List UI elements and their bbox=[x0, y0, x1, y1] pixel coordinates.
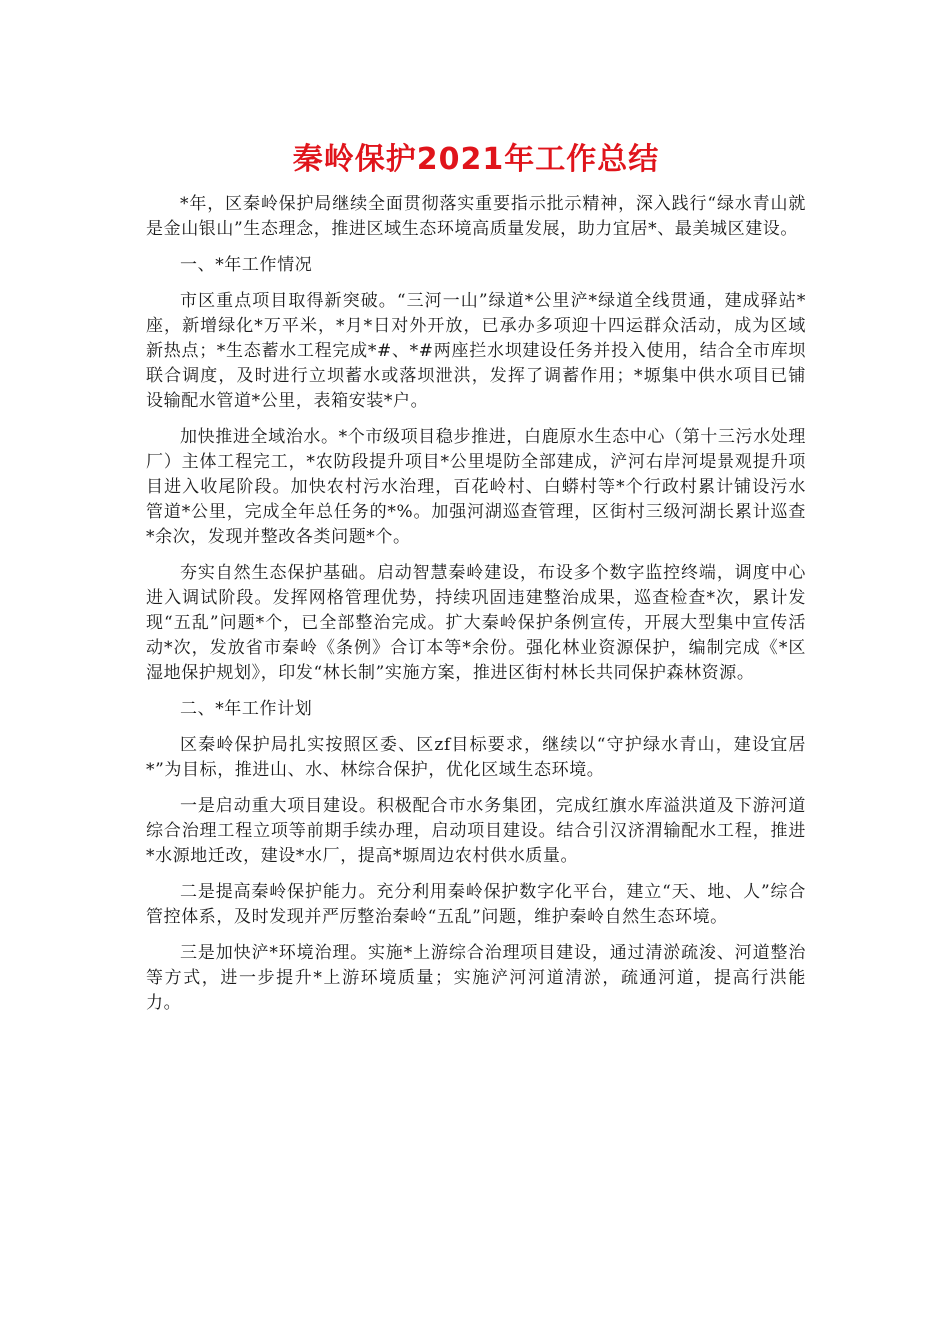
section-heading-work-plan: 二、*年工作计划 bbox=[180, 699, 313, 719]
document-title: 秦岭保护2021年工作总结 bbox=[292, 142, 660, 177]
paragraph-ecological-protection: 夯实自然生态保护基础。启动智慧秦岭建设，布设多个数字监控终端，调度中心进入调试阶段。发挥网格管理优势，持续巩固违建整治成果，巡查检查*次，累计发现“五乱”问题*个，已全部整治完成。扩大秦岭保护条例宣传，开展大型集中宣传活动*次，发放省市秦岭《条例》合订本等*余份。强化林业资源保护，编制完成《*区湿地保护规划》，印发“林长制”实施方案，推进区街村林长共同保护森林资源。 bbox=[146, 563, 806, 683]
document-page bbox=[146, 138, 806, 1027]
paragraph-key-projects: 市区重点项目取得新突破。“三河一山”绿道*公里浐*绿道全线贯通，建成驿站*座，新增绿化*万平米，*月*日对外开放，已承办多项迎十四运群众活动，成为区域新热点；*生态蓄水工程完成*#、*#两座拦水坝建设任务并投入使用，结合全市库坝联合调度，及时进行立坝蓄水或落坝泄洪，发挥了调蓄作用；*塬集中供水项目已铺设输配水管道*公里，表箱安装*户。 bbox=[146, 291, 806, 411]
paragraph-plan-major-projects: 一是启动重大项目建设。积极配合市水务集团，完成红旗水库溢洪道及下游河道综合治理工程立项等前期手续办理，启动项目建设。结合引汉济渭输配水工程，推进*水源地迁改，建设*水厂，提高*塬周边农村供水质量。 bbox=[146, 796, 806, 866]
paragraph-water-governance: 加快推进全域治水。*个市级项目稳步推进，白鹿原水生态中心（第十三污水处理厂）主体工程完工，*农防段提升项目*公里堤防全部建成，浐河右岸河堤景观提升项目进入收尾阶段。加快农村污水治理，百花岭村、白蟒村等*个行政村累计铺设污水管道*公里，完成全年总任务的*%。加强河湖巡查管理，区街村三级河湖长累计巡查*余次，发现并整改各类问题*个。 bbox=[146, 427, 806, 547]
paragraph-plan-overview: 区秦岭保护局扎实按照区委、区zf目标要求，继续以“守护绿水青山，建设宜居*”为目标，推进山、水、林综合保护，优化区域生态环境。 bbox=[146, 735, 806, 780]
intro-paragraph: *年，区秦岭保护局继续全面贯彻落实重要指示批示精神，深入践行“绿水青山就是金山银山”生态理念，推进区域生态环境高质量发展，助力宜居*、最美城区建设。 bbox=[146, 194, 806, 239]
paragraph-plan-protection-capacity: 二是提高秦岭保护能力。充分利用秦岭保护数字化平台，建立“天、地、人”综合管控体系，及时发现并严厉整治秦岭“五乱”问题，维护秦岭自然生态环境。 bbox=[146, 882, 806, 927]
section-heading-work-status: 一、*年工作情况 bbox=[180, 255, 313, 275]
paragraph-plan-environment: 三是加快浐*环境治理。实施*上游综合治理项目建设，通过清淤疏浚、河道整治等方式，进一步提升*上游环境质量；实施浐河河道清淤，疏通河道，提高行洪能力。 bbox=[146, 943, 806, 1013]
